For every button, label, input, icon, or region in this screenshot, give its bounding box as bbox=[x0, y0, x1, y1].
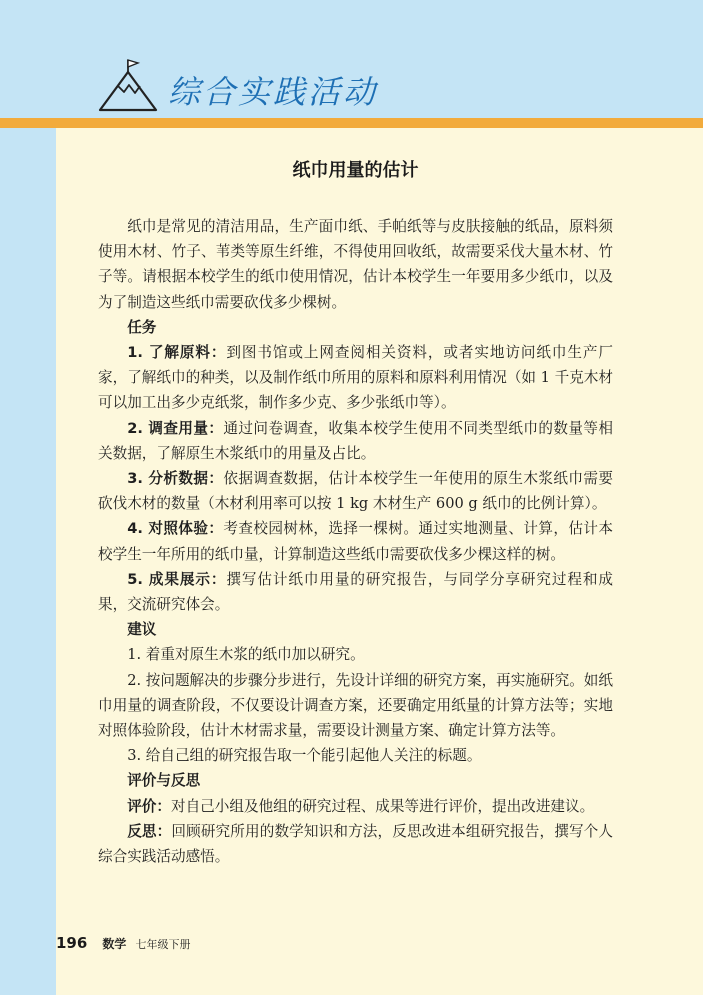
task-text: 依据调查数据，估计本校学生一年使用的原生木浆纸巾需要砍伐木材的数量（木材利用率可以按 1 kg 木材生产 600 g 纸巾的比例计算）。 bbox=[98, 470, 613, 513]
page-number: 196 bbox=[56, 934, 88, 952]
reflection-heading: 评价与反思 bbox=[127, 772, 201, 790]
reflection-label: 评价： bbox=[127, 797, 171, 815]
task-item bbox=[98, 416, 613, 466]
suggestions-heading: 建议 bbox=[127, 621, 157, 639]
article-body bbox=[98, 158, 613, 869]
suggestion-item: 3. 给自己组的研究报告取一个能引起他人关注的标题。 bbox=[127, 747, 482, 765]
task-item bbox=[98, 466, 613, 516]
task-label: 4. 对照体验： bbox=[127, 520, 224, 538]
task-text: 考查校园树林，选择一棵树。通过实地测量、计算，估计本校学生一年所用的纸巾量，计算制造这些纸巾需要砍伐多少棵这样的树。 bbox=[98, 520, 613, 563]
footer-grade: 七年级下册 bbox=[135, 938, 191, 951]
task-text: 到图书馆或上网查阅相关资料，或者实地访问纸巾生产厂家，了解纸巾的种类，以及制作纸巾所用的原料和原料利用情况（如 1 千克木材可以加工出多少克纸浆，制作多少克、多少张纸巾等）。 bbox=[98, 344, 613, 412]
suggestion-item: 2. 按问题解决的步骤分步进行，先设计详细的研究方案，再实施研究。如纸巾用量的调查阶段，不仅要设计调查方案，还要确定用纸量的计算方法等；实地对照体验阶段，估计木材需求量，需要设计测量方案、确定计算方法等。 bbox=[98, 671, 613, 740]
page-footer bbox=[56, 933, 191, 952]
task-text: 通过问卷调查，收集本校学生使用不同类型纸巾的数量等相关数据，了解原生木浆纸巾的用量及占比。 bbox=[98, 419, 613, 462]
intro-paragraph: 纸巾是常见的清洁用品，生产面巾纸、手帕纸等与皮肤接触的纸品，原料须使用木材、竹子、苇类等原生纤维，不得使用回收纸，故需要采伐大量木材、竹子等。请根据本校学生的纸巾使用情况，估计本校学生一年要用多少纸巾，以及为了制造这些纸巾需要砍伐多少棵树。 bbox=[98, 218, 613, 311]
suggestion-item: 1. 着重对原生木浆的纸巾加以研究。 bbox=[127, 646, 365, 664]
task-label: 2. 调查用量： bbox=[127, 419, 224, 437]
reflection-label: 反思： bbox=[127, 822, 172, 840]
task-item bbox=[98, 516, 613, 566]
reflection-text: 回顾研究所用的数学知识和方法，反思改进本组研究报告，撰写个人综合实践活动感悟。 bbox=[98, 822, 613, 866]
task-label: 3. 分析数据： bbox=[127, 470, 224, 488]
reflection-text: 对自己小组及他组的研究过程、成果等进行评价，提出改进建议。 bbox=[170, 797, 595, 815]
article-title: 纸巾用量的估计 bbox=[292, 160, 419, 181]
reflection-item bbox=[98, 794, 613, 819]
left-margin-strip bbox=[0, 128, 56, 995]
section-title: 综合实践活动 bbox=[168, 73, 379, 111]
task-label: 1. 了解原料： bbox=[127, 344, 227, 362]
task-item bbox=[98, 340, 613, 416]
mountain-flag-icon bbox=[98, 58, 160, 114]
footer-subject: 数学 bbox=[102, 937, 127, 951]
task-item bbox=[98, 567, 613, 617]
task-label: 5. 成果展示： bbox=[127, 570, 227, 588]
tasks-heading: 任务 bbox=[127, 318, 157, 336]
reflection-item bbox=[98, 819, 613, 869]
task-text: 撰写估计纸巾用量的研究报告，与同学分享研究过程和成果，交流研究体会。 bbox=[98, 570, 613, 614]
header-divider bbox=[0, 118, 703, 128]
